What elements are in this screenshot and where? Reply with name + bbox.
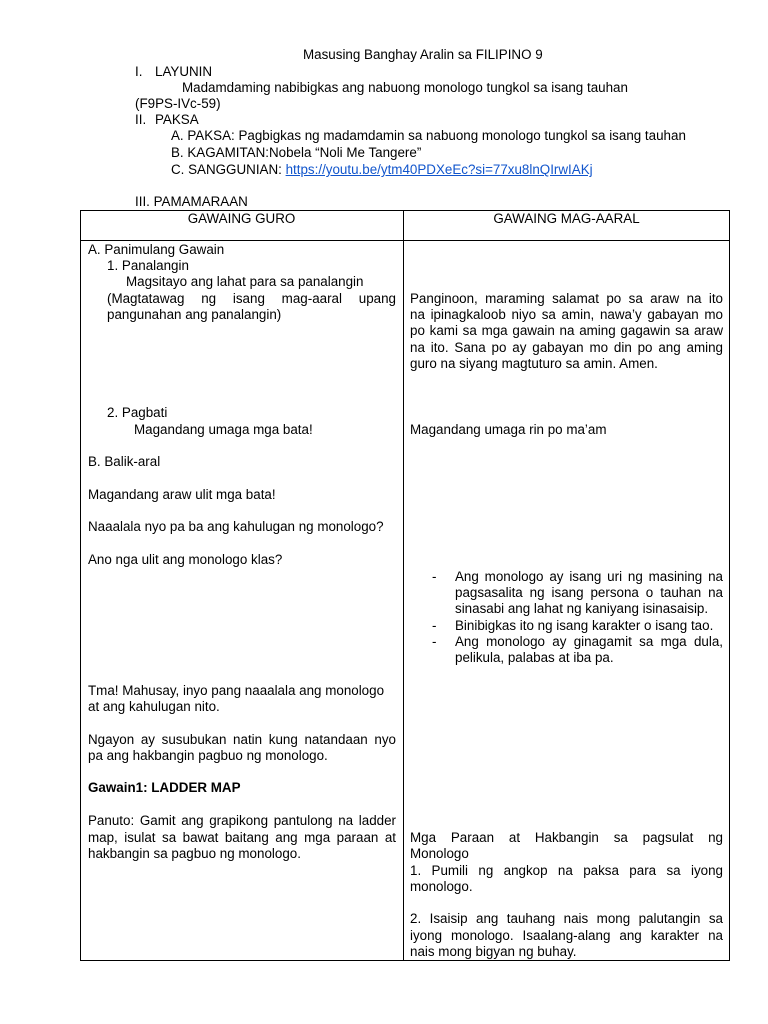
panalangin-note-line-2: pangunahan ang panalangin)	[107, 307, 282, 322]
panuto-line-3: hakbangin sa pagbuo ng monologo.	[88, 846, 301, 861]
balik-aral-title: B. Balik-aral	[88, 454, 161, 469]
bullet-dash-1: -	[432, 569, 437, 584]
prayer-line-1: Panginoon, maraming salamat po sa araw na ito	[410, 291, 723, 306]
section-3-label: III. PAMAMARAAN	[135, 194, 248, 209]
step-2-line-2: iyong monologo. Isaalang-alang ang karakter na	[410, 928, 723, 943]
bullet-1-line-3: sinasabi ang lahat ng kaniyang isinasaisip.	[455, 601, 709, 616]
step-2-line-1: 2. Isaisip ang tauhang nais mong palutangin sa	[410, 911, 723, 926]
section-1-number: I.	[135, 64, 143, 79]
bullet-dash-2: -	[432, 618, 437, 633]
step-2-line-3: nais mong bigyan ng buhay.	[410, 944, 577, 959]
section-2-number: II.	[135, 112, 147, 127]
section-2-label: PAKSA	[155, 112, 199, 127]
praise-line-1: Tma! Mahusay, inyo pang naaalala ang monologo	[88, 683, 385, 698]
kagamitan-line: B. KAGAMITAN:Nobela “Noli Me Tangere”	[171, 145, 422, 160]
bullet-3-line-1: Ang monologo ay ginagamit sa mga dula,	[455, 634, 723, 649]
prayer-line-4: na ito. Sana po ay gabayan mo din po ang aming	[410, 340, 723, 355]
panuto-line-2: map, isulat sa bawat baitang ang mga paraan at	[88, 830, 396, 845]
panalangin-note-line-1: (Magtatawag ng isang mag-aaral upang	[107, 291, 396, 306]
test-line-1: Ngayon ay susubukan natin kung natandaan nyo	[88, 732, 396, 747]
table-header-divider	[81, 240, 729, 241]
steps-title-line-1: Mga Paraan at Hakbangin sa pagsulat ng	[410, 830, 723, 845]
sanggunian-link[interactable]: https://youtu.be/ytm40PDXeEc?si=77xu8lnQIrwIAKj	[285, 162, 593, 177]
bullet-1-line-1: Ang monologo ay isang uri ng masining na	[455, 569, 723, 584]
column-header-gawaing-guro: GAWAING GURO	[187, 211, 296, 226]
gawain-title: Gawain1: LADDER MAP	[88, 780, 241, 795]
greeting-line: Magandang araw ulit mga bata!	[88, 487, 276, 502]
bullet-dash-3: -	[432, 634, 437, 649]
bullet-2-line-1: Binibigkas ito ng isang karakter o isang tao.	[455, 618, 714, 633]
panalangin-instruction: Magsitayo ang lahat para sa panalangin	[126, 274, 364, 289]
pagbati-title: 2. Pagbati	[107, 405, 168, 420]
prayer-line-5: guro na siyang magtuturo sa amin. Amen.	[410, 356, 658, 371]
bullet-3-line-2: pelikula, palabas at iba pa.	[455, 650, 614, 665]
panalangin-title: 1. Panalangin	[107, 258, 189, 273]
greeting-reply: Magandang umaga rin po ma’am	[410, 422, 607, 437]
test-line-2: pa ang hakbangin pagbuo ng monologo.	[88, 748, 328, 763]
table-column-divider	[403, 211, 404, 960]
question-2: Ano nga ulit ang monologo klas?	[88, 552, 283, 567]
paksa-line: A. PAKSA: Pagbigkas ng madamdamin sa nabuong monologo tungkol sa isang tauhan	[171, 128, 686, 143]
panuto-line-1: Panuto: Gamit ang grapikong pantulong na ladder	[88, 813, 396, 828]
bullet-1-line-2: pagsasalita ng isang persona o tauhan na	[455, 585, 723, 600]
sanggunian-line	[171, 162, 593, 178]
steps-title-line-2: Monologo	[410, 846, 469, 861]
sanggunian-label: C. SANGGUNIAN:	[171, 162, 286, 177]
competency-code: (F9PS-IVc-59)	[135, 96, 221, 111]
document-title: Masusing Banghay Aralin sa FILIPINO 9	[303, 47, 543, 62]
question-1: Naaalala nyo pa ba ang kahulugan ng monologo?	[88, 519, 384, 534]
pagbati-line: Magandang umaga mga bata!	[134, 422, 313, 437]
step-1-line-1: 1. Pumili ng angkop na paksa para sa iyong	[410, 863, 723, 878]
prayer-line-3: po kami sa mga gawain na aming gagawin sa araw	[410, 323, 723, 338]
prayer-line-2: na ipinagkaloob niyo sa amin, nawa’y gabayan mo	[410, 307, 723, 322]
column-header-gawaing-mag-aaral: GAWAING MAG-AARAL	[493, 211, 640, 226]
praise-line-2: at ang kahulugan nito.	[88, 699, 220, 714]
step-1-line-2: monologo.	[410, 879, 473, 894]
section-1-label: LAYUNIN	[155, 64, 213, 79]
panimulang-gawain-title: A. Panimulang Gawain	[88, 242, 225, 257]
objective-text: Madamdaming nabibigkas ang nabuong monologo tungkol sa isang tauhan	[182, 80, 628, 95]
